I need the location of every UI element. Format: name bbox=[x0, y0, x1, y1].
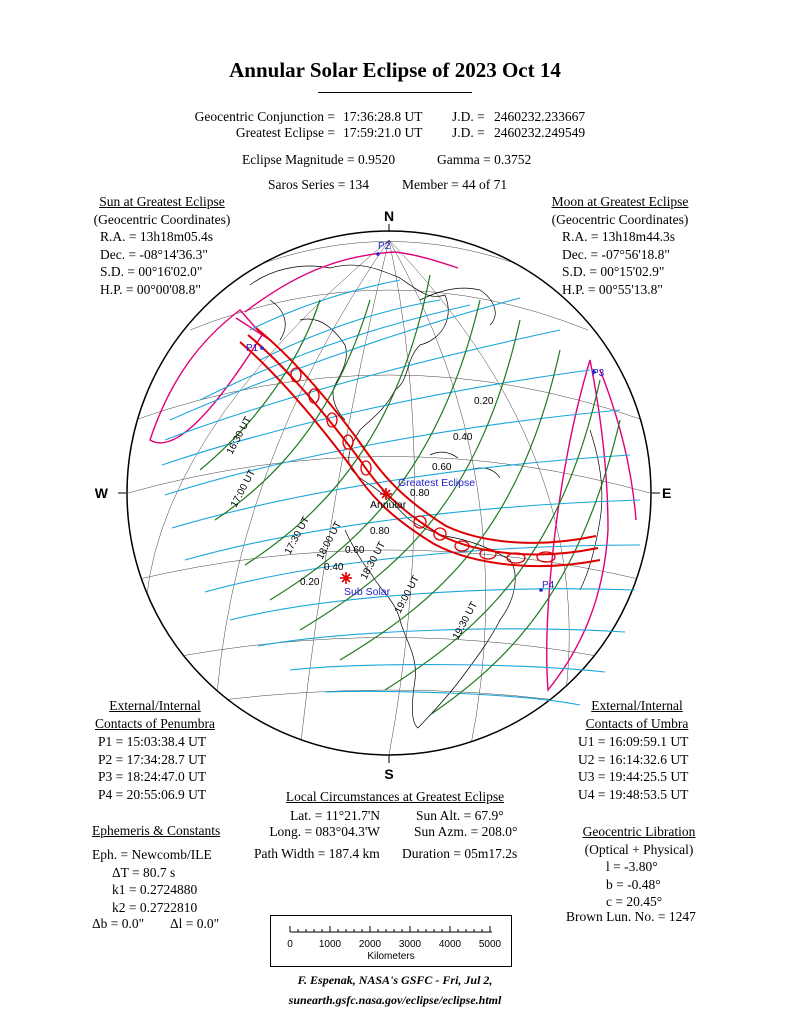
moon-sd: S.D. = 00°15'02.9" bbox=[562, 264, 665, 279]
penumbra-title1: External/Internal bbox=[109, 698, 201, 713]
time-label-1830: 18:30 UT bbox=[358, 539, 388, 582]
north-label: N bbox=[383, 208, 395, 224]
gamma: Gamma = 0.3752 bbox=[437, 152, 532, 167]
conjunction-time: 17:36:28.8 UT bbox=[343, 109, 423, 124]
sub-solar-label: Sub Solar bbox=[344, 586, 391, 598]
ephemeris-dl: Δl = 0.0" bbox=[170, 916, 220, 931]
ephemeris-db: Δb = 0.0" bbox=[92, 916, 145, 931]
mag-label-east-040: 0.40 bbox=[453, 432, 473, 443]
ephemeris-k1: k1 = 0.2724880 bbox=[112, 882, 198, 897]
west-label: W bbox=[94, 485, 108, 501]
saros-series: Saros Series = 134 bbox=[268, 177, 369, 192]
moon-title: Moon at Greatest Eclipse bbox=[551, 194, 689, 209]
mag-label-east-020: 0.20 bbox=[474, 396, 494, 407]
scale-tick-4000: 4000 bbox=[438, 939, 462, 950]
scale-tick-5000: 5000 bbox=[478, 939, 502, 950]
scale-bar bbox=[270, 915, 512, 967]
ephemeris-title: Ephemeris & Constants bbox=[92, 823, 221, 838]
contact-p4: P4 = 20:55:06.9 UT bbox=[98, 786, 207, 802]
p1-label: P1 bbox=[246, 343, 259, 354]
contact-p1: P1 = 15:03:38.4 UT bbox=[98, 734, 207, 749]
libration-l: l = -3.80° bbox=[606, 859, 658, 874]
libration-block-title bbox=[556, 823, 722, 858]
time-label-1800: 18:00 UT bbox=[314, 519, 344, 562]
conjunction-jd-label: J.D. = bbox=[452, 109, 485, 124]
sun-sd: S.D. = 00°16'02.0" bbox=[100, 264, 203, 279]
sun-title: Sun at Greatest Eclipse bbox=[99, 194, 225, 209]
greatest-eclipse-jd: 2460232.249549 bbox=[494, 125, 586, 140]
contact-u4: U4 = 19:48:53.5 UT bbox=[578, 786, 689, 802]
greatest-eclipse-time: 17:59:21.0 UT bbox=[343, 125, 423, 140]
p4-label: P4 bbox=[542, 580, 555, 591]
globe-outline bbox=[127, 231, 651, 755]
time-label-1900: 19:00 UT bbox=[392, 573, 422, 616]
scale-tick-1000: 1000 bbox=[318, 939, 342, 950]
ephemeris-block bbox=[92, 846, 212, 916]
mag-label-west-060: 0.60 bbox=[345, 545, 365, 556]
sun-subtitle: (Geocentric Coordinates) bbox=[93, 211, 231, 227]
greatest-eclipse-label: Greatest Eclipse = bbox=[235, 125, 335, 140]
mag-label-west-020: 0.20 bbox=[300, 577, 320, 588]
moon-dec: Dec. = -07°56'18.8" bbox=[562, 246, 670, 262]
ephemeris-k2: k2 = 0.2722810 bbox=[112, 899, 198, 915]
umbra-contacts bbox=[578, 733, 688, 803]
contact-p2: P2 = 17:34:28.7 UT bbox=[98, 751, 207, 767]
eclipse-magnitude: Eclipse Magnitude = 0.9520 bbox=[242, 152, 396, 167]
saros-member: Member = 44 of 71 bbox=[402, 177, 508, 192]
moon-hp: H.P. = 00°55'13.8" bbox=[562, 281, 663, 297]
moon-subtitle: (Geocentric Coordinates) bbox=[551, 211, 689, 227]
ephemeris-dt: ΔT = 80.7 s bbox=[112, 864, 176, 880]
time-label-1700: 17:00 UT bbox=[228, 467, 258, 510]
penumbra-contacts bbox=[98, 733, 206, 803]
contact-u1: U1 = 16:09:59.1 UT bbox=[578, 734, 689, 749]
libration-c: c = 20.45° bbox=[606, 894, 663, 909]
sun-hp: H.P. = 00°00'08.8" bbox=[100, 281, 201, 297]
sun-dec: Dec. = -08°14'36.3" bbox=[100, 246, 208, 262]
local-sun-alt: Sun Alt. = 67.9° bbox=[416, 808, 504, 823]
annular-label: Annular bbox=[370, 499, 407, 511]
contact-p3: P3 = 18:24:47.0 UT bbox=[98, 769, 207, 784]
brown-lunation: Brown Lun. No. = 1247 bbox=[566, 909, 696, 924]
time-label-1930: 19:30 UT bbox=[450, 599, 480, 642]
conjunction-label: Geocentric Conjunction = bbox=[194, 109, 335, 124]
conjunction-jd: 2460232.233667 bbox=[494, 109, 586, 124]
ephemeris-eph: Eph. = Newcomb/ILE bbox=[92, 847, 212, 862]
scale-tick-0: 0 bbox=[287, 939, 293, 950]
local-duration: Duration = 05m17.2s bbox=[402, 846, 518, 861]
mag-label-west-040: 0.40 bbox=[324, 562, 344, 573]
footer-url: sunearth.gsfc.nasa.gov/eclipse/eclipse.html bbox=[288, 993, 502, 1007]
time-label-1730: 17:30 UT bbox=[282, 514, 312, 557]
sun-ra: R.A. = 13h18m05.4s bbox=[100, 229, 213, 244]
penumbra-title2: Contacts of Penumbra bbox=[95, 715, 215, 731]
mag-label-east-060: 0.60 bbox=[432, 462, 452, 473]
umbra-title1: External/Internal bbox=[591, 698, 683, 713]
mag-label-west-080: 0.80 bbox=[370, 526, 390, 537]
scale-tick-3000: 3000 bbox=[398, 939, 422, 950]
local-path-width: Path Width = 187.4 km bbox=[254, 846, 380, 861]
libration-subtitle: (Optical + Physical) bbox=[584, 841, 694, 857]
local-long: Long. = 083°04.3'W bbox=[269, 824, 380, 839]
contact-u3: U3 = 19:44:25.5 UT bbox=[578, 769, 689, 784]
footer-credit: F. Espenak, NASA's GSFC - Fri, Jul 2, bbox=[297, 973, 493, 987]
time-label-1630: 16:30 UT bbox=[224, 414, 254, 457]
scale-tick-2000: 2000 bbox=[358, 939, 382, 950]
penumbra-block-title bbox=[80, 697, 230, 732]
page-title: Annular Solar Eclipse of 2023 Oct 14 bbox=[229, 58, 561, 82]
south-label: S bbox=[384, 766, 394, 782]
p1-point bbox=[260, 346, 264, 350]
umbra-title2: Contacts of Umbra bbox=[585, 715, 689, 731]
scale-ruler bbox=[271, 916, 511, 966]
moon-ra: R.A. = 13h18m44.3s bbox=[562, 229, 675, 244]
umbra-block-title bbox=[562, 697, 712, 732]
p2-point bbox=[376, 252, 380, 256]
local-title: Local Circumstances at Greatest Eclipse bbox=[285, 789, 505, 804]
libration-b: b = -0.48° bbox=[606, 876, 661, 892]
greatest-eclipse-map-label: Greatest Eclipse bbox=[398, 477, 476, 489]
p3-label: P3 bbox=[592, 368, 605, 379]
contact-u2: U2 = 16:14:32.6 UT bbox=[578, 751, 689, 767]
greatest-eclipse-jd-label: J.D. = bbox=[452, 125, 485, 140]
libration-title: Geocentric Libration bbox=[582, 824, 696, 839]
local-sun-azm: Sun Azm. = 208.0° bbox=[414, 824, 518, 839]
p2-label: P2 bbox=[378, 241, 391, 252]
mag-label-east-080: 0.80 bbox=[410, 488, 430, 499]
east-label: E bbox=[662, 485, 672, 501]
local-lat: Lat. = 11°21.7'N bbox=[290, 808, 380, 823]
libration-values bbox=[606, 858, 662, 911]
scale-unit: Kilometers bbox=[367, 951, 415, 962]
